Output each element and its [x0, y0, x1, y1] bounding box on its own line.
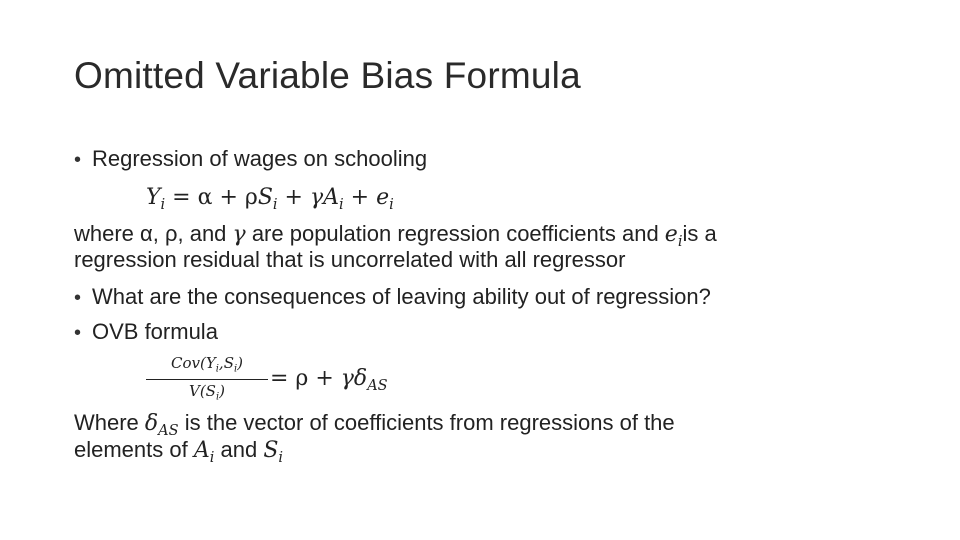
rhs-sub: AS	[367, 378, 388, 395]
fraction-bar	[146, 379, 268, 380]
slide-title: Omitted Variable Bias Formula	[74, 55, 581, 96]
eq-s: S	[257, 185, 273, 210]
where-part-3: is a	[682, 221, 717, 246]
ovb-rhs	[270, 365, 388, 399]
eq-y: Y	[146, 185, 161, 210]
rhs-gamma-delta: γδ	[340, 366, 368, 391]
where2-s-sub: i	[278, 450, 284, 467]
eq-s-sub: i	[272, 197, 278, 214]
where-e: e	[664, 222, 678, 247]
rhs-rho: = ρ +	[270, 366, 341, 391]
ovb-numerator	[171, 354, 243, 378]
bullet-2-text: What are the consequences of leaving ability out of regression?	[92, 284, 711, 309]
where-part-2: are population regression coefficients and	[245, 221, 665, 246]
eq-y-sub: i	[160, 197, 166, 214]
where2-and: and	[214, 437, 264, 462]
ovb-denominator	[189, 382, 225, 406]
where2-delta-sub: AS	[158, 423, 179, 440]
bullet-1-text: Regression of wages on schooling	[92, 146, 428, 171]
bullet-dot-1: •	[74, 149, 82, 171]
bullet-3-text: OVB formula	[92, 319, 218, 344]
eq-e-sub: i	[389, 197, 394, 214]
where2-elements: elements of	[74, 437, 194, 462]
eq-plus-2: +	[343, 185, 377, 210]
eq-e: e	[376, 185, 390, 210]
bullet-dot-3: •	[74, 322, 82, 344]
eq-plus-1: +	[277, 185, 310, 210]
num-close: )	[237, 354, 243, 372]
where2-part-2: is the vector of coefficients from regressions of the	[178, 410, 675, 435]
where2-s: S	[263, 438, 279, 463]
where-part-1: where α, ρ, and	[74, 221, 233, 246]
den-sub: i	[215, 391, 220, 403]
where2-a: A	[193, 438, 210, 463]
den-close: )	[219, 382, 225, 401]
num-s: ,S	[218, 354, 234, 372]
num-sub-1: i	[215, 363, 219, 375]
den-v: V(S	[189, 382, 216, 401]
regression-equation	[146, 184, 394, 218]
where2-delta: δ	[144, 411, 159, 436]
where-gamma: γ	[232, 222, 246, 247]
eq-a-sub: i	[339, 197, 344, 214]
ovb-fraction	[146, 354, 268, 407]
where-line-2: regression residual that is uncorrelated with all regressor	[74, 247, 626, 272]
bullet-dot-2: •	[74, 287, 82, 309]
where2-part-1: Where	[74, 410, 145, 435]
eq-alpha-rho: = α + ρ	[165, 185, 258, 210]
num-sub-2: i	[233, 363, 238, 375]
eq-gamma-a: γA	[309, 185, 340, 210]
where2-line-2	[74, 437, 283, 471]
num-cov: Cov(Y	[171, 354, 216, 372]
where2-a-sub: i	[209, 450, 215, 467]
where-e-sub: i	[677, 234, 683, 251]
